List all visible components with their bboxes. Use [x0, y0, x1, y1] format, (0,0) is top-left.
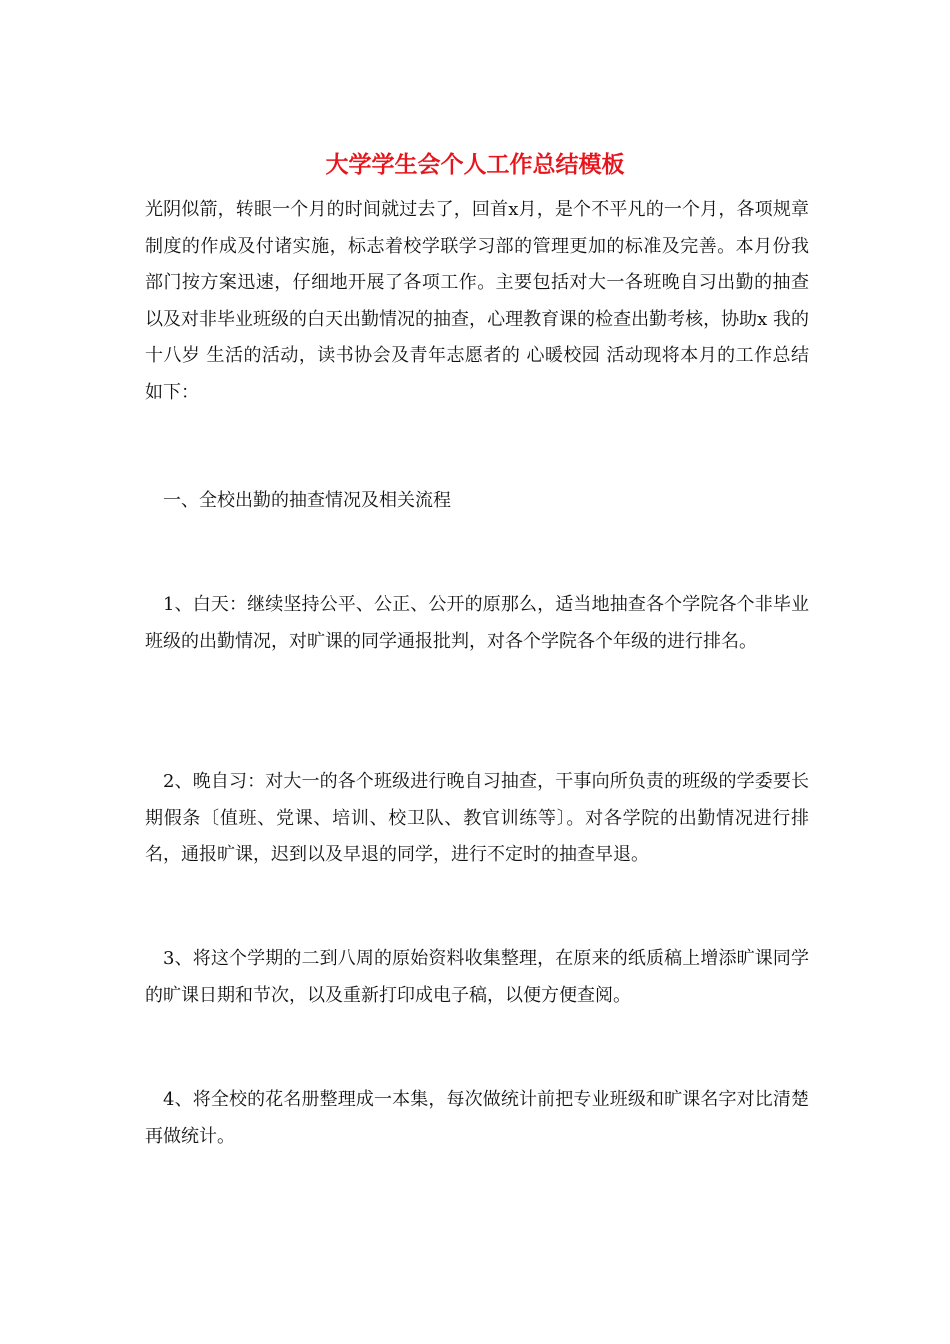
list-item: 4、将全校的花名册整理成一本集，每次做统计前把专业班级和旷课名字对比清楚再做统计。: [145, 1089, 809, 1147]
list-item: 2、晚自习：对大一的各个班级进行晚自习抽查，干事向所负责的班级的学委要长期假条〔值班、党课、培训、校卫队、教官训练等〕。对各学院的出勤情况进行排名，通报旷课，迟到以及早退的同学，进行不定时的抽查早退。: [145, 771, 809, 865]
list-item: 1、白天：继续坚持公平、公正、公开的原那么，适当地抽查各个学院各个非毕业班级的出勤情况，对旷课的同学通报批判，对各个学院各个年级的进行排名。: [145, 594, 809, 652]
list-item: 3、将这个学期的二到八周的原始资料收集整理，在原来的纸质稿上增添旷课同学的旷课日期和节次，以及重新打印成电子稿，以便方便查阅。: [145, 948, 809, 1006]
document-title: 大学学生会个人工作总结模板: [325, 152, 625, 178]
section-heading: 一、全校出勤的抽查情况及相关流程: [163, 490, 451, 511]
intro-paragraph: 光阴似箭，转眼一个月的时间就过去了，回首x月，是个不平凡的一个月，各项规章制度的作成及付诸实施，标志着校学联学习部的管理更加的标准及完善。本月份我部门按方案迅速，仔细地开展了各项工作。主要包括对大一各班晚自习出勤的抽查以及对非毕业班级的白天出勤情况的抽查，心理教育课的检查出勤考核，协助x 我的十八岁 生活的活动，读书协会及青年志愿者的 心暖校园 活动现将本月的工作总结如下：: [145, 199, 809, 403]
